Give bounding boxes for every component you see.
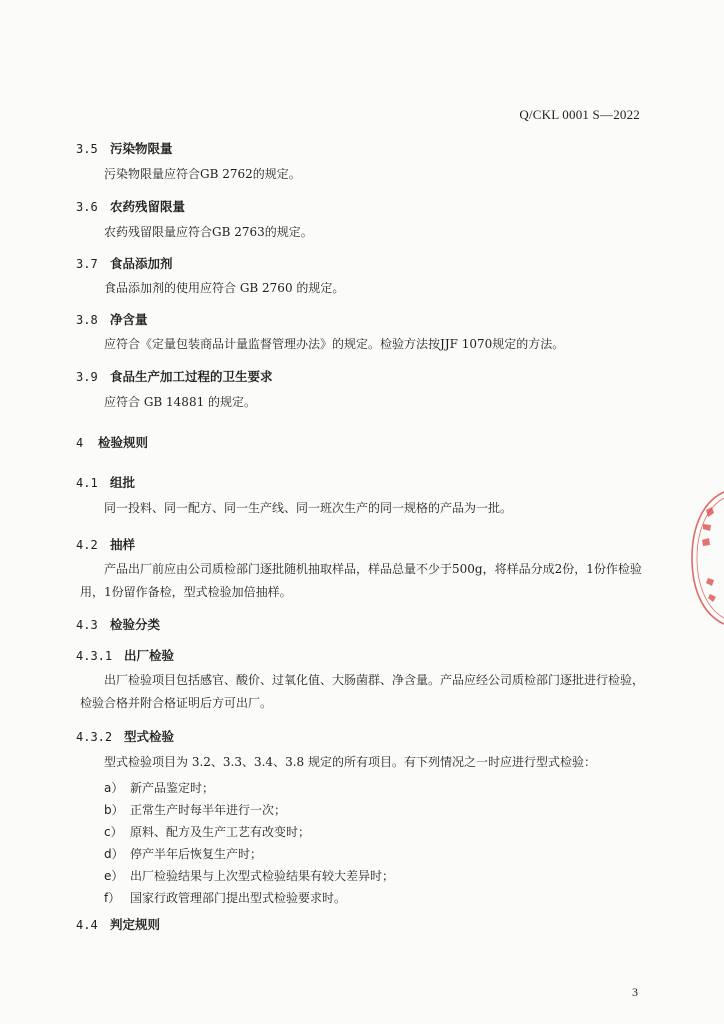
section-text-3-9: 应符合 GB 14881 的规定。 — [104, 395, 257, 409]
list-item — [104, 889, 346, 906]
seal-stamp-icon — [684, 488, 724, 628]
section-title: 判定规则 — [110, 917, 161, 932]
section-text-4-1: 同一投料、同一配方、同一生产线、同一班次生产的同一规格的产品为一批。 — [104, 501, 513, 515]
section-text-3-8: 应符合《定量包装商品计量监督管理办法》的规定。检验方法按JJF 1070规定的方法。 — [104, 337, 565, 351]
section-text-4-3-1: 出厂检验项目包括感官、酸价、过氧化值、大肠菌群、净含量。产品应经公司质检部门逐批进行检验，检验合格并附合格证明后方可出厂。 — [80, 673, 645, 710]
section-heading-3-8 — [76, 310, 148, 328]
section-title: 净含量 — [110, 312, 148, 327]
list-text: 正常生产时每半年进行一次； — [130, 803, 287, 817]
list-text: 新产品鉴定时； — [130, 781, 215, 795]
list-text: 国家行政管理部门提出型式检验要求时。 — [130, 891, 347, 905]
section-title: 食品生产加工过程的卫生要求 — [110, 369, 273, 384]
section-number: 3.5 — [76, 142, 98, 156]
section-heading-3-7 — [76, 254, 173, 272]
section-heading-3-6 — [76, 197, 185, 215]
chapter-heading-4 — [76, 433, 148, 451]
list-text: 停产半年后恢复生产时； — [130, 847, 263, 861]
section-text-3-7: 食品添加剂的使用应符合 GB 2760 的规定。 — [104, 281, 345, 295]
section-heading-3-9 — [76, 367, 273, 385]
section-heading-4-1 — [76, 473, 135, 491]
section-title: 抽样 — [110, 537, 136, 552]
section-number: 3.9 — [76, 370, 98, 384]
list-item — [104, 779, 214, 796]
list-item — [104, 823, 310, 840]
section-number: 4.3.2 — [76, 730, 113, 744]
section-number: 3.8 — [76, 313, 98, 327]
section-text-4-3-2: 型式检验项目为 3.2、3.3、3.4、3.8 规定的所有项目。有下列情况之一时应进行型式检验： — [104, 755, 596, 769]
list-marker: b） — [104, 803, 124, 817]
section-number: 4.1 — [76, 476, 98, 490]
section-number: 3.6 — [76, 200, 98, 214]
page-number: 3 — [632, 985, 638, 999]
section-title: 组批 — [110, 475, 136, 490]
list-item — [104, 867, 394, 884]
list-text: 出厂检验结果与上次型式检验结果有较大差异时； — [130, 869, 395, 883]
section-number: 3.7 — [76, 257, 98, 271]
section-title: 农药残留限量 — [110, 199, 186, 214]
chapter-number: 4 — [76, 436, 84, 450]
section-title: 出厂检验 — [124, 648, 175, 663]
section-number: 4.4 — [76, 918, 98, 932]
list-marker: d） — [104, 847, 124, 861]
section-heading-4-2 — [76, 535, 135, 553]
section-heading-4-3 — [76, 615, 160, 633]
section-heading-3-5 — [76, 139, 173, 157]
list-item — [104, 845, 262, 862]
section-heading-4-4 — [76, 915, 160, 933]
list-marker: c） — [104, 825, 123, 839]
section-heading-4-3-1 — [76, 646, 174, 664]
chapter-title: 检验规则 — [98, 435, 149, 450]
section-text-4-2: 产品出厂前应由公司质检部门逐批随机抽取样品，样品总量不少于500g，将样品分成2份，1份作检验用，1份留作备检，型式检验加倍抽样。 — [80, 562, 642, 599]
section-text-3-6: 农药残留限量应符合GB 2763的规定。 — [104, 225, 313, 239]
document-code: Q/CKL 0001 S—2022 — [519, 107, 640, 122]
section-heading-4-3-2 — [76, 727, 174, 745]
section-number: 4.2 — [76, 538, 98, 552]
list-item — [104, 801, 286, 818]
section-title: 食品添加剂 — [110, 256, 173, 271]
section-text-3-5: 污染物限量应符合GB 2762的规定。 — [104, 167, 301, 181]
section-title: 检验分类 — [110, 617, 161, 632]
list-marker: a） — [104, 781, 124, 795]
list-marker: f） — [104, 891, 121, 905]
section-number: 4.3.1 — [76, 649, 113, 663]
list-marker: e） — [104, 869, 124, 883]
section-title: 污染物限量 — [110, 141, 173, 156]
section-number: 4.3 — [76, 618, 98, 632]
section-title: 型式检验 — [124, 729, 175, 744]
list-text: 原料、配方及生产工艺有改变时； — [130, 825, 311, 839]
